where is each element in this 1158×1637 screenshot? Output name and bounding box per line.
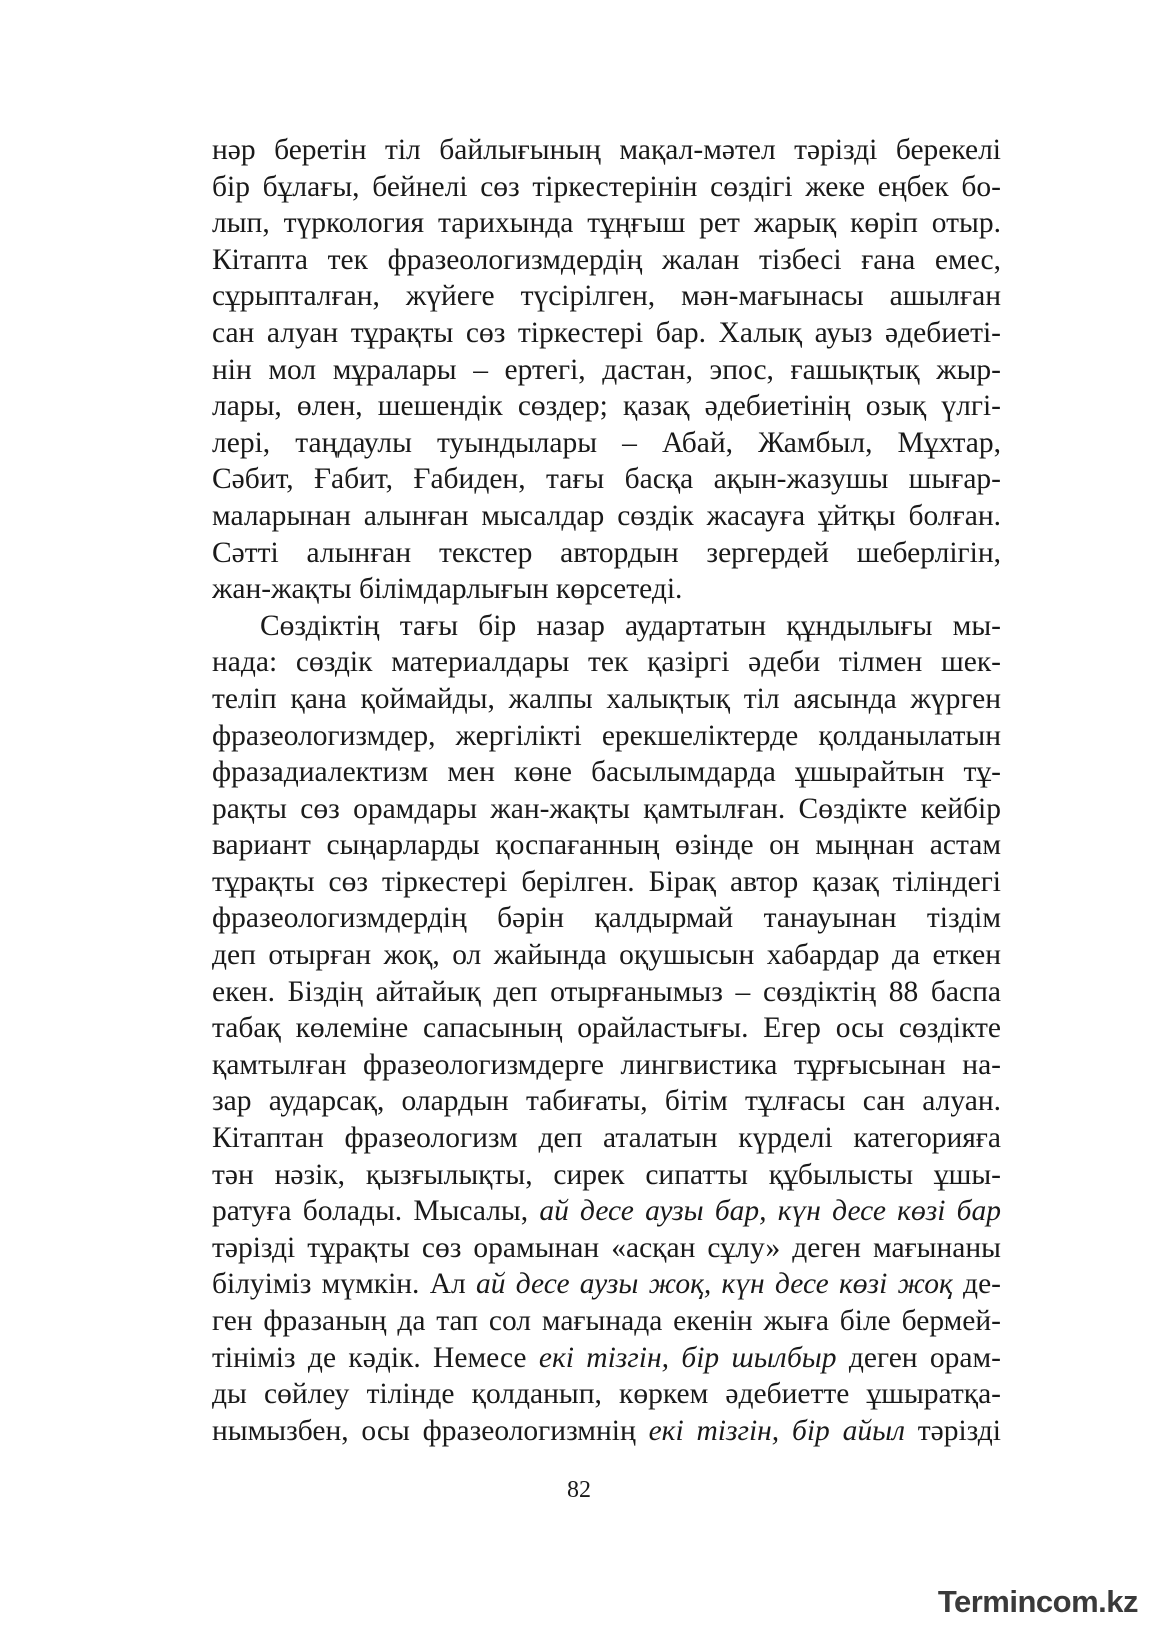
text-line: Кітаптан фразеологизм деп аталатын күрделі категорияға: [212, 1122, 1001, 1155]
text-line: рақты сөз орамдары жан-жақты қамтылған. Сөздікте кейбір: [212, 792, 1001, 825]
text-line: фразеологизмдердің бәрін қалдырмай танауынан тіздім: [212, 902, 1001, 935]
text-line: зар аударсақ, олардын табиғаты, бітім тұлғасы сан алуан.: [212, 1085, 1001, 1118]
text-line: нәр беретін тіл байлығының мақал-мәтел тәрізді берекелі: [212, 134, 1001, 166]
text-line: лері, таңдаулы туындылары – Абай, Жамбыл, Мұхтар,: [212, 426, 1001, 459]
text-run: ратуға болады. Мысалы,: [212, 1195, 540, 1228]
text-line: тән нәзік, қызғылықты, сирек сипатты құбылысты ұшы-: [212, 1158, 1001, 1191]
text-line: тұрақты сөз тіркестері берілген. Бірақ автор қазақ тіліндегі: [212, 865, 1001, 898]
text-run: нымызбен, осы фразеологизмнің: [212, 1414, 649, 1447]
text-line: ген фразаның да тап сол мағынада екенін жыға біле бермей-: [212, 1305, 1001, 1337]
text-line: сан алуан тұрақты сөз тіркестері бар. Халық ауыз әдебиеті-: [212, 316, 1001, 349]
text-line: тәрізді тұрақты сөз орамынан «асқан сұлу» деген мағынаны: [212, 1231, 1001, 1264]
text-run: де-: [952, 1268, 1001, 1301]
text-line: Сәбит, Ғабит, Ғабиден, тағы басқа ақын-жазушы шығар-: [212, 463, 1001, 496]
paragraph: [212, 132, 1001, 608]
text-line: Сөздіктің тағы бір назар аудартатын құндылығы мы-: [260, 609, 1001, 642]
text-line: фразадиалектизм мен көне басылымдарда ұшырайтын тұ-: [212, 756, 1001, 789]
text-line: нін мол мұралары – ертегі, дастан, эпос, ғашықтық жыр-: [212, 353, 1001, 386]
text-line: Сәтті алынған текстер автордын зергердей шеберлігін,: [212, 536, 1001, 569]
watermark-logo: Termincom.kz: [937, 1584, 1138, 1619]
text-line: табақ көлеміне сапасының орайластығы. Егер осы сөздікте: [212, 1012, 1001, 1045]
text-line: маларынан алынған мысалдар сөздік жасауға ұйтқы болған.: [212, 499, 1001, 532]
text-line: [212, 1413, 1001, 1450]
italic-example: екі тізгін, бір шылбыр: [538, 1341, 837, 1374]
text-run: білуіміз мүмкін. Ал: [212, 1268, 476, 1301]
text-run: деген орам-: [836, 1341, 1001, 1374]
text-run: тәрізді: [904, 1414, 1001, 1447]
text-line: нада: сөздік материалдары тек қазіргі әдеби тілмен шек-: [212, 646, 1001, 679]
text-line: сұрыпталған, жүйеге түсірілген, мән-мағынасы ашылған: [212, 280, 1001, 313]
text-line: деп отырған жоқ, ол жайында оқушысын хабардар да еткен: [212, 939, 1001, 972]
text-run: тініміз де кәдік. Немесе: [212, 1341, 539, 1374]
text-line: жан-жақты білімдарлығын көрсетеді.: [212, 573, 683, 606]
page-body: [212, 132, 1001, 1449]
italic-example: ай десе аузы бар, күн десе көзі бар: [539, 1195, 1001, 1228]
paragraph: [212, 608, 1001, 1450]
text-line: [212, 1340, 1001, 1377]
page-number: 82: [567, 1477, 591, 1503]
text-line: ды сөйлеу тілінде қолданып, көркем әдебиетте ұшыратқа-: [212, 1378, 1001, 1411]
text-line: [212, 1266, 1001, 1303]
text-line: лары, өлен, шешендік сөздер; қазақ әдебиетінің озық үлгі-: [212, 390, 1001, 423]
text-line: Кітапта тек фразеологизмдердің жалан тізбесі ғана емес,: [212, 243, 1001, 276]
text-line: вариант сыңарларды қоспағанның өзінде он мыңнан астам: [212, 829, 1001, 862]
text-line: екен. Біздің айтайық деп отырғанымыз – сөздіктің 88 баспа: [212, 975, 1001, 1008]
text-line: теліп қана қоймайды, жалпы халықтық тіл аясында жүрген: [212, 682, 1001, 715]
text-line: бір бұлағы, бейнелі сөз тіркестерінін сөздігі жеке еңбек бо-: [212, 170, 1001, 203]
text-line: фразеологизмдер, жергілікті ерекшеліктерде қолданылатын: [212, 719, 1001, 752]
text-line: [212, 1193, 1001, 1230]
text-line: қамтылған фразеологизмдерге лингвистика тұрғысынан на-: [212, 1048, 1001, 1081]
italic-example: ай десе аузы жоқ, күн десе көзі жоқ: [475, 1268, 953, 1301]
italic-example: екі тізгін, бір айыл: [648, 1414, 905, 1447]
text-line: лып, түркология тарихында тұңғыш рет жарық көріп отыр.: [212, 207, 1001, 240]
